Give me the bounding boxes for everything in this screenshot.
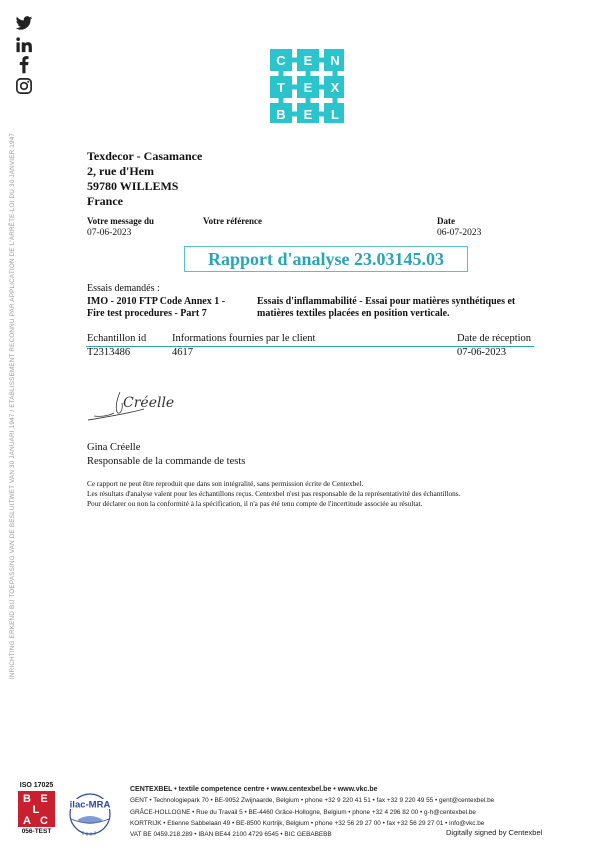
report-title-box [184,246,468,272]
table-header-reception-date: Date de réception [457,333,532,344]
disclaimer-line: Pour déclarer ou non la conformité à la spécification, il n'a pas été tenu compte de l'incertitude associée au résultat. [87,499,423,508]
signatory-name: Gina Créelle [87,442,141,453]
logo-letter: E [303,107,313,122]
message-date-label: Votre message du [87,216,154,226]
test-code-line2: Fire test procedures - Part 7 [87,308,207,319]
logo-letter: C [276,53,286,68]
recipient-country: France [87,194,123,208]
centexbel-logo [268,47,344,123]
logo-connector [292,85,297,90]
belac-number: 056-TEST [21,828,52,835]
logo-connector [333,98,338,103]
reference-label: Votre référence [203,216,263,226]
table-cell-client-info: 4617 [172,347,193,358]
recipient-city: 59780 WILLEMS [87,179,179,193]
logo-letter: E [303,53,313,68]
table-cell-reception-date: 07-06-2023 [457,347,506,358]
test-desc-line1: Essais d'inflammabilité - Essai pour matières synthétiques et [257,296,516,307]
logo-letter: E [303,80,313,95]
disclaimer-line: Les résultats d'analyse valent pour les échantillons reçus. Centexbel n'est pas responsable de la représentativité des échantillons. [87,489,461,498]
iso-label: ISO 17025 [19,782,54,789]
footer-line-kortrijk: KORTRIJK • Etienne Sabbelaan 49 • BE-8500 Kortrijk, Belgium • phone +32 56 29 27 00 • fax +32 56 29 27 01 • info@vkc.be [130,819,485,827]
logo-connector [319,112,324,117]
recipient-name: Texdecor - Casamance [87,149,203,163]
signatory-role: Responsable de la commande de tests [87,456,246,467]
logo-connector [319,85,324,90]
date-label: Date [437,216,455,226]
disclaimer-line: Ce rapport ne peut être reproduit que dans son intégralité, sans permission écrite de Centexbel. [87,479,364,488]
digital-signature-note: Digitally signed by Centexbel [446,828,543,837]
logo-connector [292,58,297,63]
logo-connector [306,71,311,76]
logo-connector [279,98,284,103]
test-code-line1: IMO - 2010 FTP Code Annex 1 - [87,296,226,307]
ilac-mra-logo [63,787,117,837]
table-cell-sample-id: T2313486 [87,347,131,358]
disclaimer [87,479,460,509]
recipient-address [87,149,202,209]
footer-heading: CENTEXBEL • textile competence centre • www.centexbel.be • www.vkc.be [130,786,378,793]
logo-connector [306,98,311,103]
logo-letter: T [277,80,285,95]
belac-letter: B [23,793,31,805]
footer-line-gent: GENT • Technologiepark 70 • BE-9052 Zwijnaarde, Belgium • phone +32 9 220 41 51 • fax +32 9 220 49 55 • gent@centexbel.be [130,797,495,805]
belac-letter: C [40,815,48,827]
message-date-value: 07-06-2023 [87,228,132,238]
logo-connector [319,58,324,63]
logo-connector [333,71,338,76]
logo-letter: B [276,107,286,122]
tests-label: Essais demandés : [87,283,160,294]
ilac-mra-text: ilac-MRA [69,799,111,811]
recipient-street: 2, rue d'Hem [87,164,154,178]
footer-line-bank: VAT BE 0459.218.289 • IBAN BE44 2100 4729 6545 • BIC GEBABEBB [130,831,332,839]
date-value: 06-07-2023 [437,228,482,238]
belac-letter: L [32,804,40,816]
twitter-icon[interactable] [15,14,33,32]
linkedin-icon[interactable] [15,36,33,54]
report-title: Rapport d'analyse 23.03145.03 [207,249,445,269]
belac-logo [18,791,55,827]
logo-connector [279,71,284,76]
footer [130,784,494,840]
belac-letter: A [23,815,31,827]
logo-letter: X [330,80,340,95]
handwritten-signature [86,383,196,425]
signature-script: Créelle [123,395,175,411]
table-header-sample-id: Echantillon id [87,333,147,344]
logo-letter: N [330,53,340,68]
footer-line-grace-hollogne: GRÂCE-HOLLOGNE • Rue du Travail 5 • BE-4460 Grâce-Hollogne, Belgium • phone +32 4 296 82 00 • g-h@centexbel.be [130,808,476,816]
vertical-accreditation-text: INRICHTING ERKEND BIJ TOEPASSING VAN DE BESLUITWET VAN 30 JANUARI 1947 / ETABLISSEMENT RECONNU PAR APPLICATION DE L'ARRÊTE-LOI DU 30 JANVIER 1947 [9,132,16,680]
logo-letter: L [331,107,339,122]
belac-letter: E [40,793,48,805]
logo-connector [292,112,297,117]
table-header-client-info: Informations fournies par le client [172,333,316,344]
test-desc-line2: matières textiles placées en position verticale. [257,308,450,319]
